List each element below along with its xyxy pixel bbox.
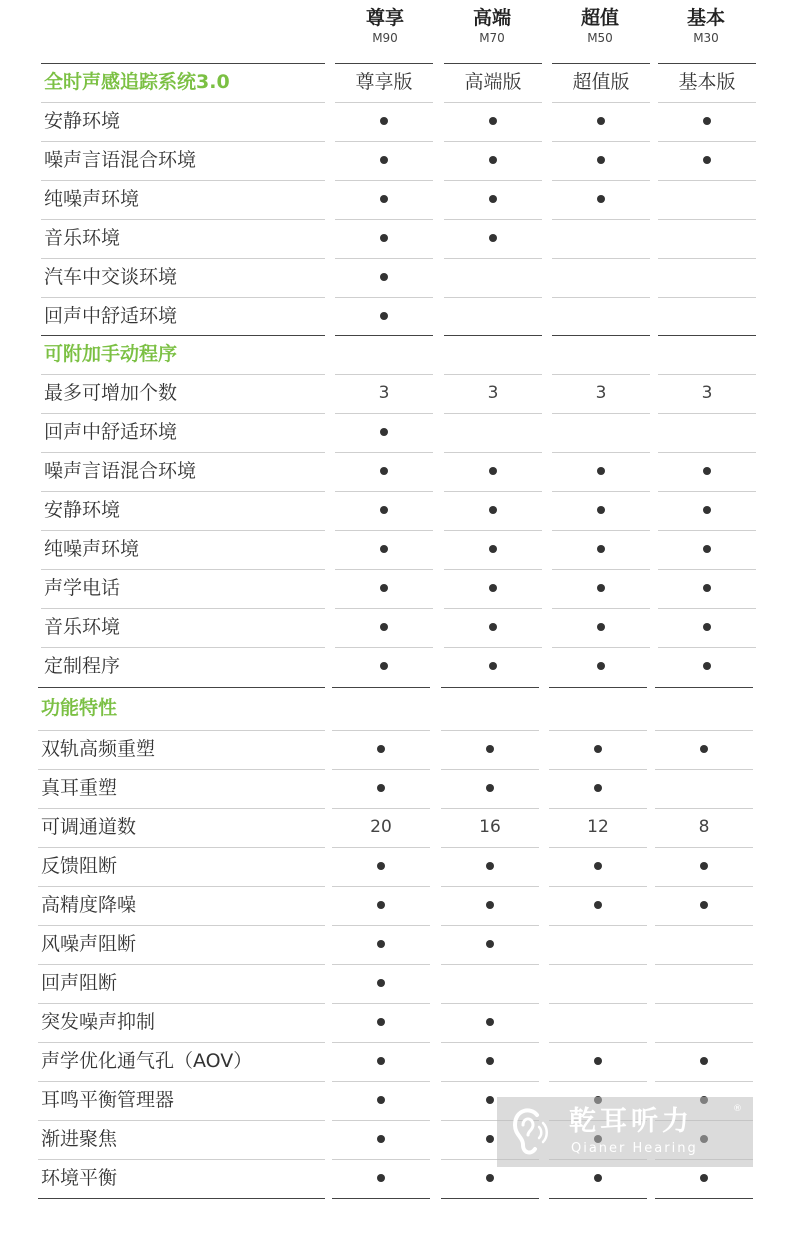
feature-label: 最多可增加个数	[44, 382, 178, 404]
section-title: 全时声感追踪系统3.0	[44, 71, 230, 93]
feature-dot-icon	[703, 506, 711, 514]
feature-cell	[655, 1042, 753, 1081]
feature-dot-icon	[700, 745, 708, 753]
feature-dot-icon	[486, 862, 494, 870]
feature-dot-icon	[377, 1174, 385, 1182]
feature-cell	[332, 847, 430, 886]
feature-dot-icon	[486, 784, 494, 792]
table-row	[0, 569, 793, 608]
feature-cell	[332, 1081, 430, 1120]
feature-cell	[444, 102, 542, 141]
feature-cell	[335, 141, 433, 180]
feature-dot-icon	[597, 467, 605, 475]
feature-label: 声学电话	[44, 577, 121, 599]
feature-dot-icon	[700, 862, 708, 870]
feature-label: 风噪声阻断	[41, 933, 137, 955]
table-row	[0, 102, 793, 141]
feature-cell	[549, 886, 647, 925]
feature-dot-icon	[594, 784, 602, 792]
feature-cell	[332, 1042, 430, 1081]
table-row	[0, 141, 793, 180]
feature-cell	[658, 141, 756, 180]
feature-dot-icon	[597, 195, 605, 203]
feature-cell	[335, 180, 433, 219]
feature-cell	[552, 297, 650, 336]
section-title-row	[0, 63, 793, 102]
feature-label: 双轨高频重塑	[41, 738, 156, 760]
feature-label: 回声中舒适环境	[44, 305, 178, 327]
feature-cell	[444, 413, 542, 452]
feature-cell	[441, 730, 539, 769]
feature-label: 安静环境	[44, 110, 121, 132]
tier-edition	[444, 335, 542, 374]
feature-cell: 8	[698, 817, 710, 837]
feature-dot-icon	[489, 545, 497, 553]
feature-dot-icon	[380, 312, 388, 320]
watermark-title: 乾耳听力	[569, 1106, 693, 1137]
feature-dot-icon	[486, 1057, 494, 1065]
tier-edition: 尊享版	[355, 71, 413, 93]
feature-cell	[658, 608, 756, 647]
feature-cell	[335, 258, 433, 297]
section-title: 功能特性	[41, 697, 118, 719]
table-row	[0, 964, 793, 1003]
tier-edition	[655, 687, 753, 730]
feature-cell	[655, 1003, 753, 1042]
feature-cell	[441, 1042, 539, 1081]
feature-dot-icon	[380, 234, 388, 242]
feature-label: 可调通道数	[41, 816, 137, 838]
feature-dot-icon	[377, 1057, 385, 1065]
feature-dot-icon	[380, 428, 388, 436]
tier-header	[550, 0, 650, 62]
table-row	[0, 647, 793, 686]
tier-edition: 超值版	[572, 71, 630, 93]
feature-cell	[441, 769, 539, 808]
feature-cell	[441, 964, 539, 1003]
feature-cell	[444, 258, 542, 297]
feature-cell	[332, 730, 430, 769]
feature-label: 反馈阻断	[41, 855, 118, 877]
row-divider	[655, 1198, 753, 1199]
feature-cell	[552, 647, 650, 686]
feature-label: 音乐环境	[44, 227, 121, 249]
feature-cell	[332, 964, 430, 1003]
feature-cell: 12	[587, 817, 609, 837]
feature-cell	[552, 608, 650, 647]
feature-dot-icon	[377, 862, 385, 870]
feature-cell	[549, 1042, 647, 1081]
tier-header	[442, 0, 542, 62]
table-row	[0, 374, 793, 413]
feature-cell	[552, 569, 650, 608]
feature-label: 耳鸣平衡管理器	[41, 1089, 175, 1111]
feature-dot-icon	[594, 862, 602, 870]
feature-cell	[658, 180, 756, 219]
feature-dot-icon	[489, 195, 497, 203]
feature-cell	[444, 530, 542, 569]
feature-dot-icon	[597, 584, 605, 592]
tier-header	[335, 0, 435, 62]
feature-dot-icon	[703, 156, 711, 164]
section-title-row	[0, 687, 793, 730]
feature-dot-icon	[597, 117, 605, 125]
feature-cell	[444, 491, 542, 530]
feature-cell	[335, 647, 433, 686]
feature-dot-icon	[597, 545, 605, 553]
table-row	[0, 452, 793, 491]
feature-dot-icon	[597, 506, 605, 514]
feature-dot-icon	[486, 745, 494, 753]
feature-cell	[441, 925, 539, 964]
tier-edition	[552, 335, 650, 374]
feature-dot-icon	[703, 662, 711, 670]
feature-cell	[658, 491, 756, 530]
feature-dot-icon	[489, 467, 497, 475]
feature-cell	[335, 413, 433, 452]
feature-dot-icon	[380, 273, 388, 281]
table-row	[0, 180, 793, 219]
feature-cell	[658, 452, 756, 491]
feature-dot-icon	[380, 506, 388, 514]
feature-cell	[655, 730, 753, 769]
tier-code: M50	[587, 31, 613, 45]
feature-cell: 3	[701, 383, 713, 403]
feature-cell	[444, 608, 542, 647]
feature-dot-icon	[489, 117, 497, 125]
feature-dot-icon	[703, 545, 711, 553]
ear-icon	[509, 1105, 549, 1159]
feature-label: 安静环境	[44, 499, 121, 521]
feature-cell	[335, 219, 433, 258]
feature-cell	[441, 847, 539, 886]
feature-cell: 3	[595, 383, 607, 403]
feature-cell	[444, 297, 542, 336]
feature-dot-icon	[377, 784, 385, 792]
table-row	[0, 1003, 793, 1042]
feature-dot-icon	[700, 1174, 708, 1182]
feature-dot-icon	[380, 156, 388, 164]
section-title: 可附加手动程序	[44, 343, 178, 365]
feature-dot-icon	[486, 1135, 494, 1143]
tier-code: M30	[693, 31, 719, 45]
feature-dot-icon	[380, 467, 388, 475]
feature-cell	[552, 452, 650, 491]
section-title-row	[0, 335, 793, 374]
feature-dot-icon	[377, 979, 385, 987]
feature-label: 噪声言语混合环境	[44, 460, 197, 482]
feature-dot-icon	[703, 117, 711, 125]
feature-cell	[552, 180, 650, 219]
feature-cell	[332, 925, 430, 964]
table-row	[0, 886, 793, 925]
table-row	[0, 608, 793, 647]
table-row	[0, 769, 793, 808]
feature-dot-icon	[489, 234, 497, 242]
tier-edition	[658, 335, 756, 374]
feature-dot-icon	[597, 156, 605, 164]
feature-cell	[444, 452, 542, 491]
table-row	[0, 297, 793, 336]
feature-cell: 20	[370, 817, 392, 837]
feature-cell	[658, 219, 756, 258]
feature-dot-icon	[380, 584, 388, 592]
feature-label: 渐进聚焦	[41, 1128, 118, 1150]
feature-cell	[655, 769, 753, 808]
feature-cell	[441, 1003, 539, 1042]
feature-cell	[552, 530, 650, 569]
feature-dot-icon	[377, 1135, 385, 1143]
feature-label: 真耳重塑	[41, 777, 118, 799]
feature-cell	[658, 297, 756, 336]
feature-cell	[335, 297, 433, 336]
tier-name: 基本	[686, 7, 725, 29]
tier-edition	[549, 687, 647, 730]
tier-code: M90	[372, 31, 398, 45]
feature-dot-icon	[377, 1018, 385, 1026]
feature-label: 纯噪声环境	[44, 188, 140, 210]
feature-cell	[335, 569, 433, 608]
feature-cell	[335, 102, 433, 141]
tier-name: 高端	[472, 7, 511, 29]
feature-cell	[444, 141, 542, 180]
table-row	[0, 808, 793, 847]
feature-cell	[332, 1159, 430, 1198]
table-row	[0, 491, 793, 530]
table-row	[0, 219, 793, 258]
feature-dot-icon	[380, 623, 388, 631]
feature-cell	[552, 413, 650, 452]
feature-cell	[549, 769, 647, 808]
feature-label: 汽车中交谈环境	[44, 266, 178, 288]
feature-label: 纯噪声环境	[44, 538, 140, 560]
feature-dot-icon	[597, 623, 605, 631]
feature-cell	[658, 569, 756, 608]
feature-cell	[549, 1003, 647, 1042]
feature-cell	[658, 102, 756, 141]
table-row	[0, 925, 793, 964]
tier-name: 尊享	[365, 7, 404, 29]
feature-cell: 16	[479, 817, 501, 837]
feature-cell	[335, 530, 433, 569]
feature-dot-icon	[380, 195, 388, 203]
feature-cell	[441, 886, 539, 925]
feature-cell	[549, 730, 647, 769]
table-row	[0, 847, 793, 886]
registered-mark: ®	[733, 1104, 742, 1114]
feature-cell	[332, 1120, 430, 1159]
feature-cell	[655, 925, 753, 964]
feature-dot-icon	[380, 545, 388, 553]
feature-cell	[549, 964, 647, 1003]
feature-cell	[658, 258, 756, 297]
feature-cell	[658, 647, 756, 686]
feature-cell	[552, 102, 650, 141]
feature-label: 高精度降噪	[41, 894, 137, 916]
tier-edition	[441, 687, 539, 730]
feature-cell	[444, 219, 542, 258]
feature-cell	[552, 258, 650, 297]
feature-dot-icon	[489, 623, 497, 631]
row-divider	[549, 1198, 647, 1199]
feature-dot-icon	[377, 940, 385, 948]
feature-cell	[658, 530, 756, 569]
feature-dot-icon	[703, 584, 711, 592]
feature-dot-icon	[380, 117, 388, 125]
feature-dot-icon	[486, 901, 494, 909]
feature-cell	[549, 847, 647, 886]
feature-cell	[655, 964, 753, 1003]
feature-cell	[444, 647, 542, 686]
feature-cell	[335, 452, 433, 491]
feature-cell: 3	[378, 383, 390, 403]
feature-dot-icon	[380, 662, 388, 670]
feature-dot-icon	[594, 1057, 602, 1065]
feature-label: 回声阻断	[41, 972, 118, 994]
feature-label: 环境平衡	[41, 1167, 118, 1189]
table-row	[0, 413, 793, 452]
feature-dot-icon	[486, 1096, 494, 1104]
feature-cell	[335, 491, 433, 530]
feature-cell	[655, 886, 753, 925]
tier-header	[656, 0, 756, 62]
table-row	[0, 530, 793, 569]
feature-dot-icon	[486, 1174, 494, 1182]
feature-dot-icon	[700, 901, 708, 909]
feature-dot-icon	[489, 506, 497, 514]
feature-dot-icon	[489, 156, 497, 164]
row-divider	[332, 1198, 430, 1199]
feature-dot-icon	[703, 467, 711, 475]
feature-label: 突发噪声抑制	[41, 1011, 156, 1033]
feature-dot-icon	[486, 1018, 494, 1026]
feature-cell	[655, 847, 753, 886]
table-row	[0, 258, 793, 297]
tier-edition: 高端版	[464, 71, 522, 93]
table-row	[0, 1042, 793, 1081]
tier-code: M70	[479, 31, 505, 45]
feature-dot-icon	[700, 1057, 708, 1065]
feature-cell	[658, 413, 756, 452]
tier-edition: 基本版	[678, 71, 736, 93]
tier-edition	[335, 335, 433, 374]
feature-cell	[332, 1003, 430, 1042]
feature-dot-icon	[594, 901, 602, 909]
feature-label: 回声中舒适环境	[44, 421, 178, 443]
feature-dot-icon	[489, 662, 497, 670]
feature-dot-icon	[703, 623, 711, 631]
feature-label: 定制程序	[44, 655, 121, 677]
feature-dot-icon	[377, 745, 385, 753]
feature-dot-icon	[377, 1096, 385, 1104]
feature-cell: 3	[487, 383, 499, 403]
feature-dot-icon	[594, 1174, 602, 1182]
feature-cell	[444, 180, 542, 219]
watermark-subtitle: Qianer Hearing	[571, 1141, 698, 1156]
watermark	[497, 1097, 753, 1167]
feature-label: 噪声言语混合环境	[44, 149, 197, 171]
feature-cell	[444, 569, 542, 608]
feature-dot-icon	[377, 901, 385, 909]
row-divider	[441, 1198, 539, 1199]
row-divider	[38, 1198, 325, 1199]
feature-cell	[552, 491, 650, 530]
feature-cell	[552, 141, 650, 180]
feature-dot-icon	[489, 584, 497, 592]
feature-dot-icon	[486, 940, 494, 948]
feature-label: 声学优化通气孔（AOV）	[41, 1050, 253, 1072]
feature-cell	[332, 769, 430, 808]
tier-name: 超值	[580, 7, 619, 29]
feature-cell	[549, 925, 647, 964]
feature-cell	[335, 608, 433, 647]
feature-cell	[552, 219, 650, 258]
feature-cell	[332, 886, 430, 925]
feature-dot-icon	[594, 745, 602, 753]
feature-dot-icon	[597, 662, 605, 670]
table-row	[0, 730, 793, 769]
tier-edition	[332, 687, 430, 730]
feature-label: 音乐环境	[44, 616, 121, 638]
